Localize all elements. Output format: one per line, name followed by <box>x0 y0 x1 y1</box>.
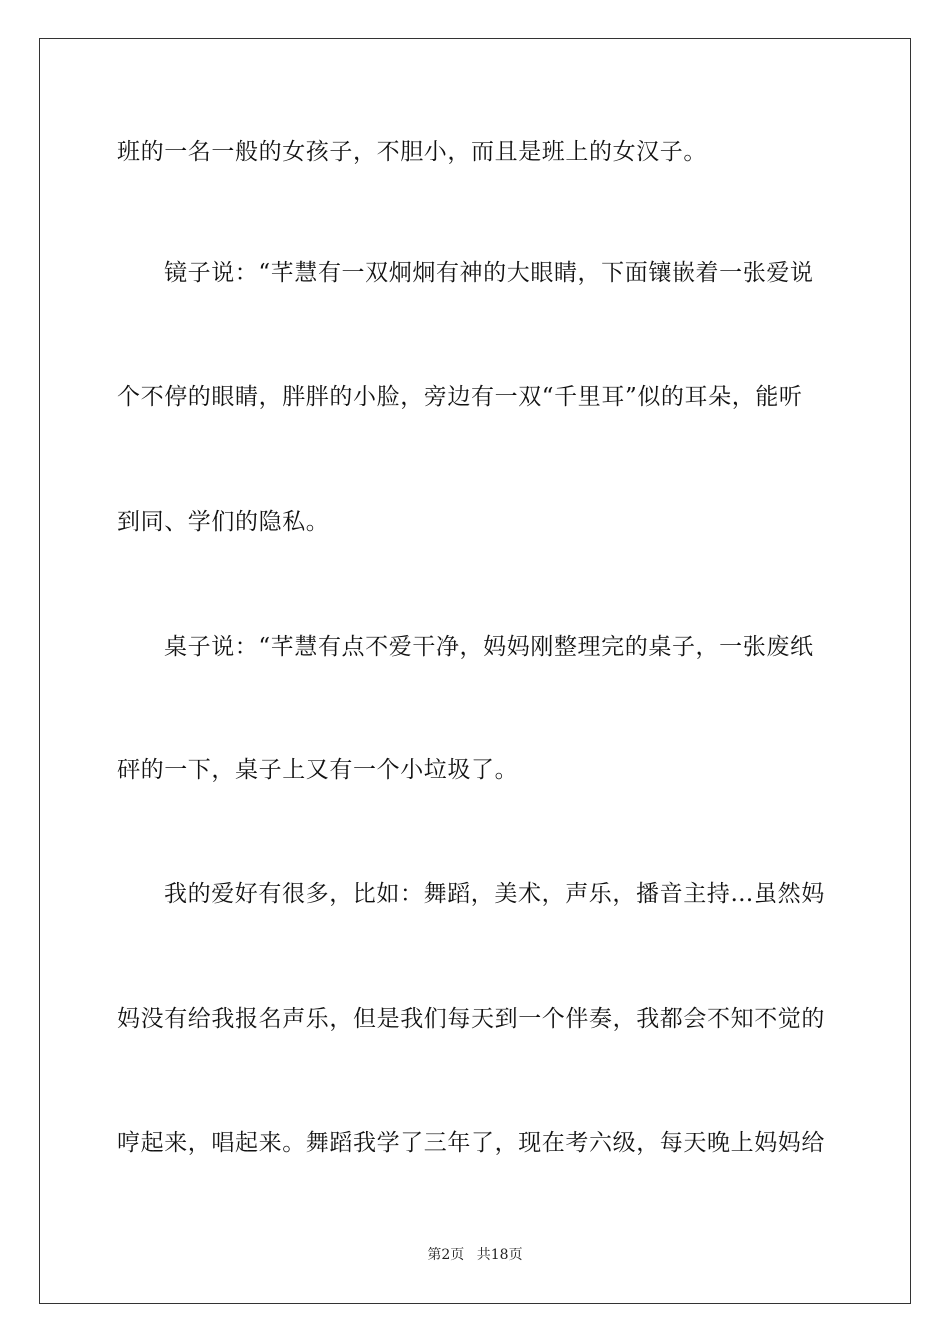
text-line-1: 班的一名一般的女孩子，不胆小，而且是班上的女汉子。 <box>117 139 707 165</box>
text-line-8: 妈没有给我报名声乐，但是我们每天到一个伴奏，我都会不知不觉的 <box>117 1006 825 1032</box>
text-line-5: 桌子说：“芊慧有点不爱干净，妈妈刚整理完的桌子，一张废纸 <box>164 634 814 660</box>
page-number: 第2页 <box>427 1247 465 1263</box>
text-line-6: 砰的一下，桌子上又有一个小垃圾了。 <box>117 757 519 783</box>
text-line-2: 镜子说：“芊慧有一双炯炯有神的大眼睛，下面镶嵌着一张爱说 <box>164 260 814 286</box>
page-total: 共18页 <box>476 1247 523 1263</box>
text-line-9: 哼起来，唱起来。舞蹈我学了三年了，现在考六级，每天晚上妈妈给 <box>117 1130 825 1156</box>
text-line-3: 个不停的眼睛，胖胖的小脸，旁边有一双“千里耳”似的耳朵，能听 <box>117 384 803 410</box>
text-line-7: 我的爱好有很多，比如：舞蹈，美术，声乐，播音主持…虽然妈 <box>164 881 825 907</box>
page-footer <box>0 1245 950 1265</box>
page-border <box>39 38 911 1304</box>
text-line-4: 到同、学们的隐私。 <box>117 509 330 535</box>
